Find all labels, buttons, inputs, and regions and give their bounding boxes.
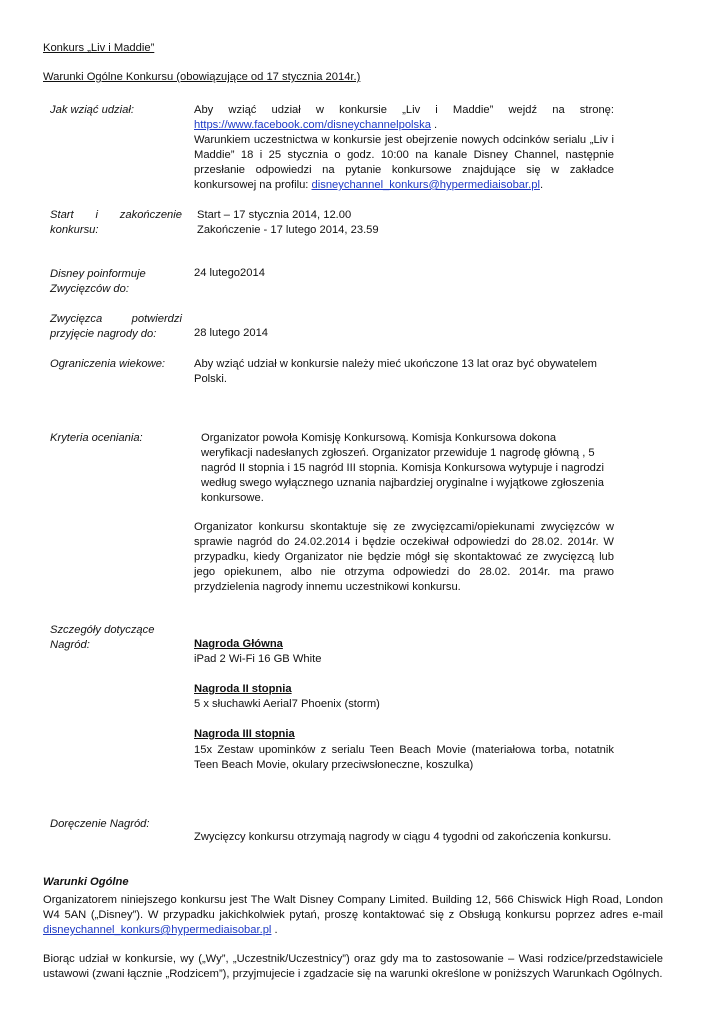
criteria-label: Kryteria oceniania: (50, 432, 143, 444)
dates-label-line2: konkursu: (50, 224, 99, 236)
winners-announce-label-line1: Disney poinformuje (50, 268, 146, 280)
general-email-link[interactable]: disneychannel_konkurs@hypermediaisobar.pl (43, 924, 272, 936)
link-suffix: . (430, 119, 438, 131)
participation-email-link[interactable]: disneychannel_konkurs@hypermediaisobar.pl (311, 179, 540, 191)
participation-text: Warunkiem uczestnictwa w konkursie jest obejrzenie nowych odcinków serialu „Liv i Maddie” 18 i 25 stycznia o godz. 10:00 na kanale Disney Channel, następnie przesłanie odpowiedzi na pytanie konkursowe znajdujące się w zakładce konkursowej na profilu: (194, 134, 614, 191)
dates-label (50, 208, 182, 238)
winner-confirm-label (50, 312, 182, 342)
contest-title: Konkurs „Liv i Maddie” (43, 42, 155, 54)
winners-announce-label (50, 267, 182, 297)
facebook-link[interactable]: https://www.facebook.com/disneychannelpolska (194, 119, 431, 131)
end-date: Zakończenie - 17 lutego 2014, 23.59 (197, 224, 379, 236)
general-email-suffix: . (271, 924, 278, 936)
winner-confirm-value: 28 lutego 2014 (194, 327, 269, 339)
delivery-value: Zwycięzcy konkursu otrzymają nagrody w ciągu 4 tygodni od zakończenia konkursu. (194, 831, 612, 843)
criteria-para1: Organizator powoła Komisję Konkursową. Komisja Konkursowa dokona weryfikacji nadesłanych zgłoszeń. Organizator przewiduje 1 nagrodę główną , 5 nagród II stopnia i 15 nagród III stopnia. Komisja Konkursowa wytypuje i nagrodzi według swego wyłącznego uznania najbardziej oryginalne i wyjątkowe zgłoszenia konkursowe. (201, 432, 604, 504)
criteria-para2: Organizator konkursu skontaktuje się ze zwycięzcami/opiekunami zwycięzców w sprawie nagród do 24.02.2014 i będzie oczekiwał odpowiedzi do 28.02. 2014r. W przypadku, kiedy Organizator nie będzie mógł się skontaktować ze zwycięzcą lub jego opiekunem, albo nie otrzyma odpowiedzi do 28.02. 2014r. ma prawo przydzielenia nagrody innemu uczestnikowi konkursu. (194, 521, 614, 593)
terms-title: Warunki Ogólne Konkursu (obowiązujące od 17 stycznia 2014r.) (43, 71, 361, 83)
second-prize-value: 5 x słuchawki Aerial7 Phoenix (storm) (194, 698, 380, 710)
general-para1-text: Organizatorem niniejszego konkursu jest The Walt Disney Company Limited. Building 12, 566 Chiswick High Road, London W4 5AN („Disney”). W przypadku jakichkolwiek pytań, proszę kontaktować się z Obsługą konkursu poprzez adres e-mail (43, 894, 663, 921)
main-prize-value: iPad 2 Wi-Fi 16 GB White (194, 653, 322, 665)
dates-value (197, 208, 379, 238)
winners-announce-label-line2: Zwycięzców do: (50, 283, 129, 295)
general-para1 (43, 893, 663, 938)
delivery-label: Doręczenie Nagród: (50, 818, 150, 830)
participation-label: Jak wziąć udział: (50, 104, 134, 116)
prizes-label-line2: Nagród: (50, 639, 90, 651)
age-value: Aby wziąć udział w konkursie należy mieć ukończone 13 lat oraz być obywatelem Polski. (194, 358, 597, 385)
prizes-label-line1: Szczegóły dotyczące (50, 624, 155, 636)
general-title: Warunki Ogólne (43, 876, 129, 888)
winners-announce-value: 24 lutego2014 (194, 267, 265, 279)
main-prize-title: Nagroda Główna (194, 638, 283, 650)
winner-confirm-label-line2: przyjęcie nagrody do: (50, 328, 157, 340)
participation-value (194, 103, 614, 193)
prizes-label (50, 623, 182, 653)
third-prize-title: Nagroda III stopnia (194, 728, 295, 740)
third-prize-value: 15x Zestaw upominków z serialu Teen Beach Movie (materiałowa torba, notatnik Teen Beach Movie, okulary przeciwsłoneczne, koszulka) (194, 744, 614, 771)
email-suffix: . (539, 179, 544, 191)
dates-label-line1: Start i zakończenie (50, 209, 182, 221)
start-date: Start – 17 stycznia 2014, 12.00 (197, 209, 352, 221)
second-prize-title: Nagroda II stopnia (194, 683, 292, 695)
age-label: Ograniczenia wiekowe: (50, 358, 166, 370)
general-para2: Biorąc udział w konkursie, wy („Wy”, „Uczestnik/Uczestnicy”) oraz gdy ma to zastosowanie – Wasi rodzice/przedstawiciele ustawowi (zwani łącznie „Rodzicem”), przyjmujecie i zgadzacie się na warunki określone w poniższych Warunkach Ogólnych. (43, 953, 663, 980)
participation-line1: Aby wziąć udział w konkursie „Liv i Maddie” wejdź na stronę: (194, 104, 614, 116)
winner-confirm-label-line1: Zwycięzca potwierdzi (50, 313, 182, 325)
